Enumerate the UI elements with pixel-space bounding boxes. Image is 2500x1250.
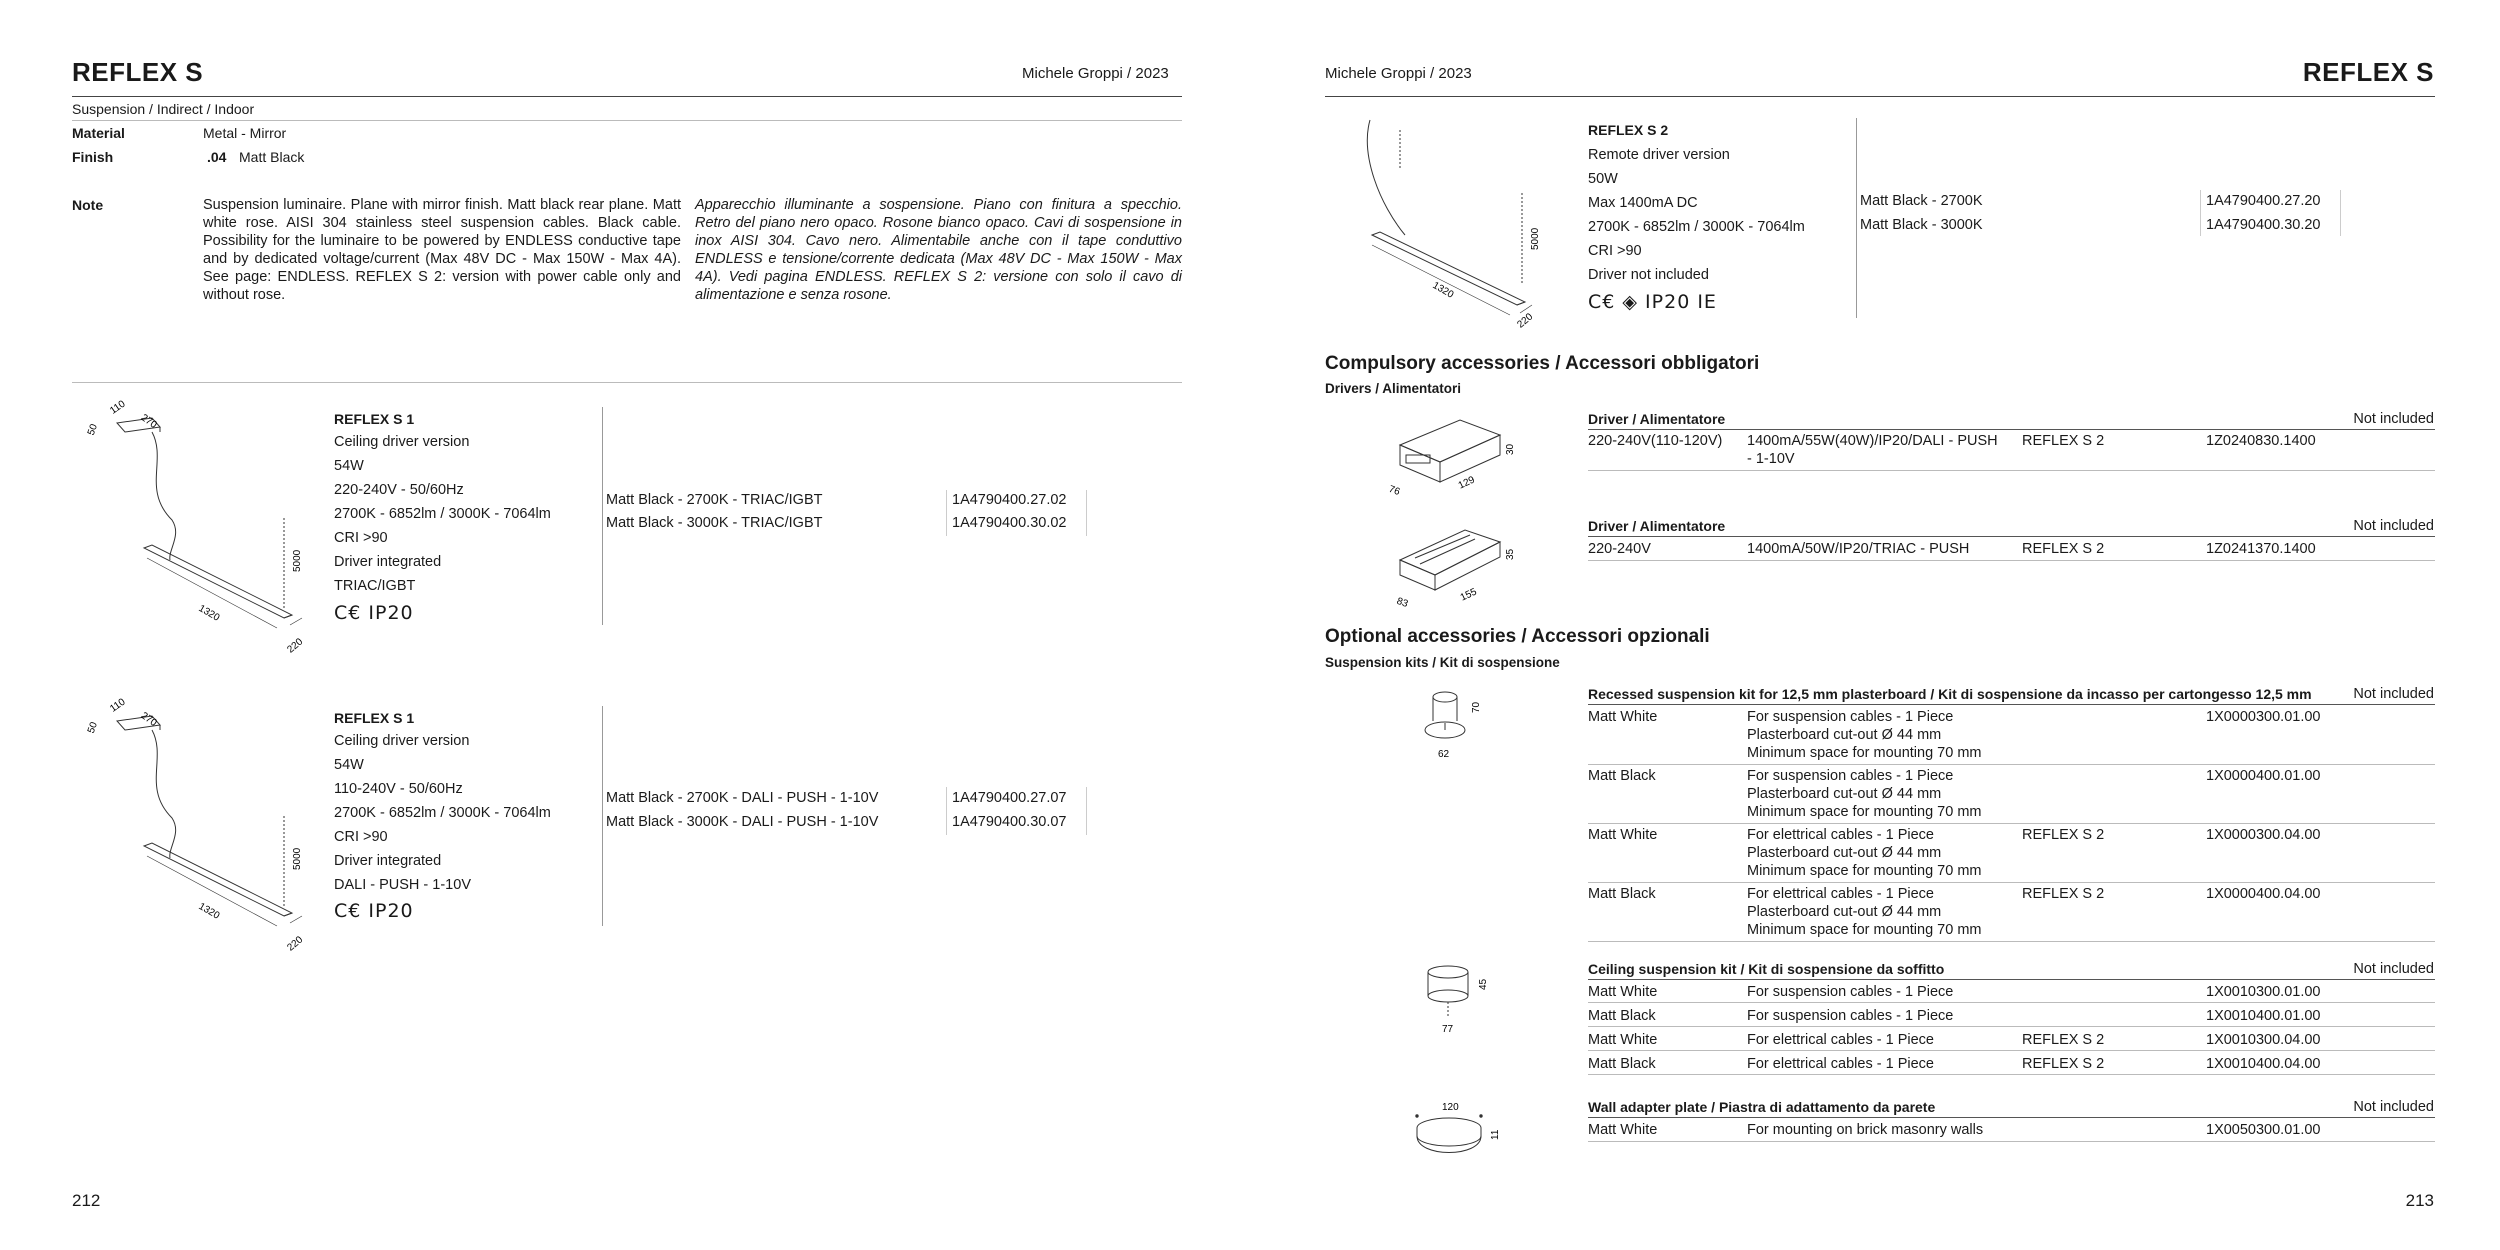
- spec-line: TRIAC/IGBT: [334, 578, 416, 594]
- spec-line: Driver not included: [1588, 267, 1709, 283]
- variant-description: Matt Black - 2700K - DALI - PUSH - 1-10V: [606, 790, 879, 806]
- group-rule: [1588, 429, 2435, 430]
- variant-code[interactable]: 1A4790400.27.07: [952, 790, 1067, 806]
- row-code[interactable]: 1X0050300.01.00: [2206, 1122, 2321, 1138]
- material-value: Metal - Mirror: [203, 125, 287, 141]
- row-finish: Matt Black: [1588, 1056, 1656, 1072]
- recessed-kit-drawing: [1405, 685, 1495, 765]
- row-spec: 1400mA/50W/IP20/TRIAC - PUSH: [1747, 541, 1970, 557]
- variant-code[interactable]: 1A4790400.27.20: [2206, 193, 2321, 209]
- row-spec: Minimum space for mounting 70 mm: [1747, 863, 1982, 879]
- row-voltage: 220-240V(110-120V): [1588, 433, 1723, 449]
- designer-credit-left: Michele Groppi / 2023: [1022, 65, 1169, 82]
- row-spec: For mounting on brick masonry walls: [1747, 1122, 1984, 1138]
- row-spec: For suspension cables - 1 Piece: [1747, 768, 1954, 784]
- row-code[interactable]: 1X0010400.01.00: [2206, 1008, 2321, 1024]
- row-rule: [1588, 1002, 2435, 1003]
- row-spec-cont: - 1-10V: [1747, 451, 1795, 467]
- note-english: Suspension luminaire. Plane with mirror finish. Matt black rear plane. Matt white rose. AISI 304 stainless steel suspension cables. Black cable. Possibility for the luminaire to be powered by ENDLESS conductive tape and by dedicated voltage/current (Max 48V DC - Max 150W - Max 4A). See page: ENDLESS. REFLEX S 2: version with power cable only and without rose.: [203, 197, 681, 303]
- dim-label: 50: [85, 422, 100, 437]
- product-spec-list: [1588, 143, 1805, 287]
- spec-line: CRI >90: [1588, 243, 1642, 259]
- group-status: Not included: [2353, 518, 2434, 534]
- row-spec-block: [1747, 767, 1982, 821]
- row-code[interactable]: 1X0000400.04.00: [2206, 886, 2321, 902]
- row-code[interactable]: 1X0000300.04.00: [2206, 827, 2321, 843]
- dim-label: 110: [108, 698, 128, 715]
- row-compat: REFLEX S 2: [2022, 1032, 2105, 1048]
- row-finish: Matt Black: [1588, 886, 1656, 902]
- spec-line: CRI >90: [334, 829, 388, 845]
- variant-description: Matt Black - 3000K: [1860, 217, 1983, 233]
- designer-credit-right: Michele Groppi / 2023: [1325, 65, 1472, 82]
- row-spec: Minimum space for mounting 70 mm: [1747, 804, 1982, 820]
- column-divider: [602, 706, 603, 926]
- row-code[interactable]: 1X0010300.04.00: [2206, 1032, 2321, 1048]
- code-divider: [2200, 190, 2201, 236]
- category-rule: [72, 120, 1182, 121]
- certification-marks: C€ IP20: [334, 602, 414, 624]
- code-divider: [1086, 787, 1087, 835]
- product-drawing-2: [72, 698, 322, 958]
- dim-label: 270: [138, 710, 159, 729]
- row-code[interactable]: 1X0010300.01.00: [2206, 984, 2321, 1000]
- spec-line: Remote driver version: [1588, 147, 1730, 163]
- group-rule: [1588, 979, 2435, 980]
- row-finish: Matt White: [1588, 984, 1658, 1000]
- variant-description: Matt Black - 2700K - TRIAC/IGBT: [606, 492, 823, 508]
- column-divider: [1856, 118, 1857, 318]
- variant-description: Matt Black - 2700K: [1860, 193, 1983, 209]
- spec-line: 54W: [334, 757, 364, 773]
- spec-line: Driver integrated: [334, 554, 442, 570]
- dim-label: 1320: [196, 603, 222, 624]
- row-code[interactable]: 1X0010400.04.00: [2206, 1056, 2321, 1072]
- dim-label: 5000: [292, 847, 303, 870]
- group-header: Wall adapter plate / Piastra di adattamento da parete: [1588, 1099, 1936, 1115]
- row-finish: Matt Black: [1588, 1008, 1656, 1024]
- spec-line: Driver integrated: [334, 853, 442, 869]
- dim-label: 62: [1438, 749, 1450, 760]
- row-finish: Matt White: [1588, 709, 1658, 725]
- code-divider: [946, 787, 947, 835]
- dim-label: 220: [285, 636, 306, 656]
- dim-label: 77: [1442, 1024, 1454, 1035]
- row-rule: [1588, 560, 2435, 561]
- dim-label: 83: [1395, 595, 1410, 610]
- row-rule: [1588, 764, 2435, 765]
- row-rule: [1588, 823, 2435, 824]
- row-spec: For elettrical cables - 1 Piece: [1747, 1056, 1934, 1072]
- variant-description: Matt Black - 3000K - TRIAC/IGBT: [606, 515, 823, 531]
- spec-line: 110-240V - 50/60Hz: [334, 781, 463, 797]
- row-compat: REFLEX S 2: [2022, 433, 2105, 449]
- product-name: REFLEX S 1: [334, 710, 415, 726]
- finish-code: .04: [207, 149, 227, 165]
- ceiling-kit-drawing: [1410, 960, 1500, 1040]
- variant-code[interactable]: 1A4790400.27.02: [952, 492, 1067, 508]
- dim-label: 70: [1471, 701, 1482, 713]
- dim-label: 50: [85, 720, 100, 735]
- header-rule-right: [1325, 96, 2435, 97]
- optional-section-title: Optional accessories / Accessori opzionali: [1325, 626, 1710, 647]
- group-status: Not included: [2353, 411, 2434, 427]
- row-code[interactable]: 1X0000300.01.00: [2206, 709, 2321, 725]
- driver-drawing-1: [1380, 410, 1520, 500]
- row-rule: [1588, 1026, 2435, 1027]
- spec-line: Max 1400mA DC: [1588, 195, 1698, 211]
- dim-label: 270: [138, 412, 159, 431]
- row-finish: Matt White: [1588, 1122, 1658, 1138]
- row-code[interactable]: 1X0000400.01.00: [2206, 768, 2321, 784]
- page-title-right: REFLEX S: [2302, 57, 2434, 87]
- variant-description: Matt Black - 3000K - DALI - PUSH - 1-10V: [606, 814, 879, 830]
- dim-label: 5000: [292, 549, 303, 572]
- group-status: Not included: [2353, 1099, 2434, 1115]
- page-number-right: 213: [2405, 1191, 2434, 1210]
- page-title-left: REFLEX S: [72, 57, 204, 87]
- dim-label: 220: [1515, 311, 1536, 331]
- row-spec: Plasterboard cut-out Ø 44 mm: [1747, 845, 1942, 861]
- row-compat: REFLEX S 2: [2022, 541, 2105, 557]
- row-code[interactable]: 1Z0240830.1400: [2206, 433, 2316, 449]
- spec-line: DALI - PUSH - 1-10V: [334, 877, 471, 893]
- column-divider: [602, 407, 603, 625]
- row-finish: Matt Black: [1588, 768, 1656, 784]
- product-spec-list: [334, 729, 551, 897]
- section-divider-left: [72, 382, 1182, 383]
- row-spec-block: [1747, 885, 1982, 939]
- group-header: Ceiling suspension kit / Kit di sospensione da soffitto: [1588, 961, 1945, 977]
- spec-line: CRI >90: [334, 530, 388, 546]
- spec-line: 50W: [1588, 171, 1618, 187]
- product-name: REFLEX S 1: [334, 411, 415, 427]
- row-spec: Minimum space for mounting 70 mm: [1747, 922, 1982, 938]
- group-header: Driver / Alimentatore: [1588, 518, 1726, 534]
- row-spec: Plasterboard cut-out Ø 44 mm: [1747, 727, 1942, 743]
- compulsory-section-title: Compulsory accessories / Accessori obbligatori: [1325, 353, 1760, 374]
- dim-label: 30: [1505, 443, 1516, 455]
- dim-label: 120: [1442, 1102, 1459, 1113]
- row-compat: REFLEX S 2: [2022, 886, 2105, 902]
- row-spec: Minimum space for mounting 70 mm: [1747, 745, 1982, 761]
- row-spec-block: [1747, 708, 1982, 762]
- optional-subtitle: Suspension kits / Kit di sospensione: [1325, 655, 1560, 670]
- group-rule: [1588, 536, 2435, 537]
- group-header: Driver / Alimentatore: [1588, 411, 1726, 427]
- row-rule: [1588, 882, 2435, 883]
- dim-label: 129: [1456, 474, 1477, 492]
- product-drawing-3: [1360, 115, 1560, 335]
- group-header: Recessed suspension kit for 12,5 mm plasterboard / Kit di sospensione da incasso per cartongesso 12,5 mm: [1588, 686, 2312, 702]
- row-spec: For elettrical cables - 1 Piece: [1747, 886, 1934, 902]
- dim-label: 1320: [1430, 280, 1456, 301]
- row-spec: For elettrical cables - 1 Piece: [1747, 1032, 1934, 1048]
- header-rule-left: [72, 96, 1182, 97]
- row-finish: Matt White: [1588, 827, 1658, 843]
- product-name: REFLEX S 2: [1588, 122, 1669, 138]
- product-spec-list: [334, 430, 551, 598]
- finish-value: Matt Black: [239, 149, 305, 165]
- spec-line: 2700K - 6852lm / 3000K - 7064lm: [1588, 219, 1805, 235]
- row-code[interactable]: 1Z0241370.1400: [2206, 541, 2316, 557]
- spec-line: 2700K - 6852lm / 3000K - 7064lm: [334, 805, 551, 821]
- finish-label: Finish: [72, 149, 114, 165]
- note-label: Note: [72, 197, 104, 213]
- spec-line: 2700K - 6852lm / 3000K - 7064lm: [334, 506, 551, 522]
- dim-label: 76: [1387, 483, 1402, 498]
- row-rule: [1588, 470, 2435, 471]
- dim-label: 11: [1490, 1129, 1501, 1140]
- compulsory-subtitle: Drivers / Alimentatori: [1325, 381, 1462, 396]
- dim-label: 35: [1505, 548, 1516, 560]
- driver-drawing-2: [1380, 520, 1520, 610]
- row-spec: For suspension cables - 1 Piece: [1747, 1008, 1954, 1024]
- group-status: Not included: [2353, 961, 2434, 977]
- row-rule: [1588, 941, 2435, 942]
- group-status: Not included: [2353, 686, 2434, 702]
- dim-label: 1320: [196, 901, 222, 922]
- variant-code[interactable]: 1A4790400.30.07: [952, 814, 1067, 830]
- spec-line: 220-240V - 50/60Hz: [334, 482, 464, 498]
- certification-marks: C€ ◈ IP20 IE: [1588, 291, 1717, 313]
- row-spec: For elettrical cables - 1 Piece: [1747, 827, 1934, 843]
- row-spec: Plasterboard cut-out Ø 44 mm: [1747, 786, 1942, 802]
- product-drawing-1: [72, 400, 322, 660]
- spec-line: 54W: [334, 458, 364, 474]
- spec-line: Ceiling driver version: [334, 733, 470, 749]
- page-number-left: 212: [72, 1191, 101, 1210]
- row-spec: For suspension cables - 1 Piece: [1747, 709, 1954, 725]
- group-rule: [1588, 1117, 2435, 1118]
- row-rule: [1588, 1050, 2435, 1051]
- group-rule: [1588, 704, 2435, 705]
- category-text: Suspension / Indirect / Indoor: [72, 101, 255, 117]
- dim-label: 155: [1458, 586, 1479, 604]
- row-compat: REFLEX S 2: [2022, 827, 2105, 843]
- row-spec-block: [1747, 826, 1982, 880]
- certification-marks: C€ IP20: [334, 900, 414, 922]
- row-compat: REFLEX S 2: [2022, 1056, 2105, 1072]
- variant-code[interactable]: 1A4790400.30.02: [952, 515, 1067, 531]
- dim-label: 5000: [1530, 227, 1541, 250]
- row-spec: 1400mA/55W(40W)/IP20/DALI - PUSH: [1747, 433, 1998, 449]
- note-italian: Apparecchio illuminante a sospensione. Piano con finitura a specchio. Retro del piano nero opaco. Rosone bianco opaco. Cavi di sospensione in inox AISI 304. Cavo nero. Alimentabile anche con il tape conduttivo ENDLESS e tensione/corrente dedicata (Max 48V DC - Max 150W - Max 4A). Vedi pagina ENDLESS. REFLEX S 2: versione con solo il cavo di alimentazione e senza rosone.: [695, 197, 1182, 303]
- wall-plate-drawing: [1400, 1098, 1510, 1183]
- dim-label: 45: [1478, 978, 1489, 990]
- dim-label: 220: [285, 934, 306, 954]
- code-divider: [2340, 190, 2341, 236]
- dim-label: 110: [108, 400, 128, 417]
- row-voltage: 220-240V: [1588, 541, 1651, 557]
- variant-code[interactable]: 1A4790400.30.20: [2206, 217, 2321, 233]
- code-divider: [946, 490, 947, 536]
- row-rule: [1588, 1141, 2435, 1142]
- row-finish: Matt White: [1588, 1032, 1658, 1048]
- material-label: Material: [72, 125, 125, 141]
- row-rule: [1588, 1074, 2435, 1075]
- row-spec: Plasterboard cut-out Ø 44 mm: [1747, 904, 1942, 920]
- spec-line: Ceiling driver version: [334, 434, 470, 450]
- row-spec: For suspension cables - 1 Piece: [1747, 984, 1954, 1000]
- code-divider: [1086, 490, 1087, 536]
